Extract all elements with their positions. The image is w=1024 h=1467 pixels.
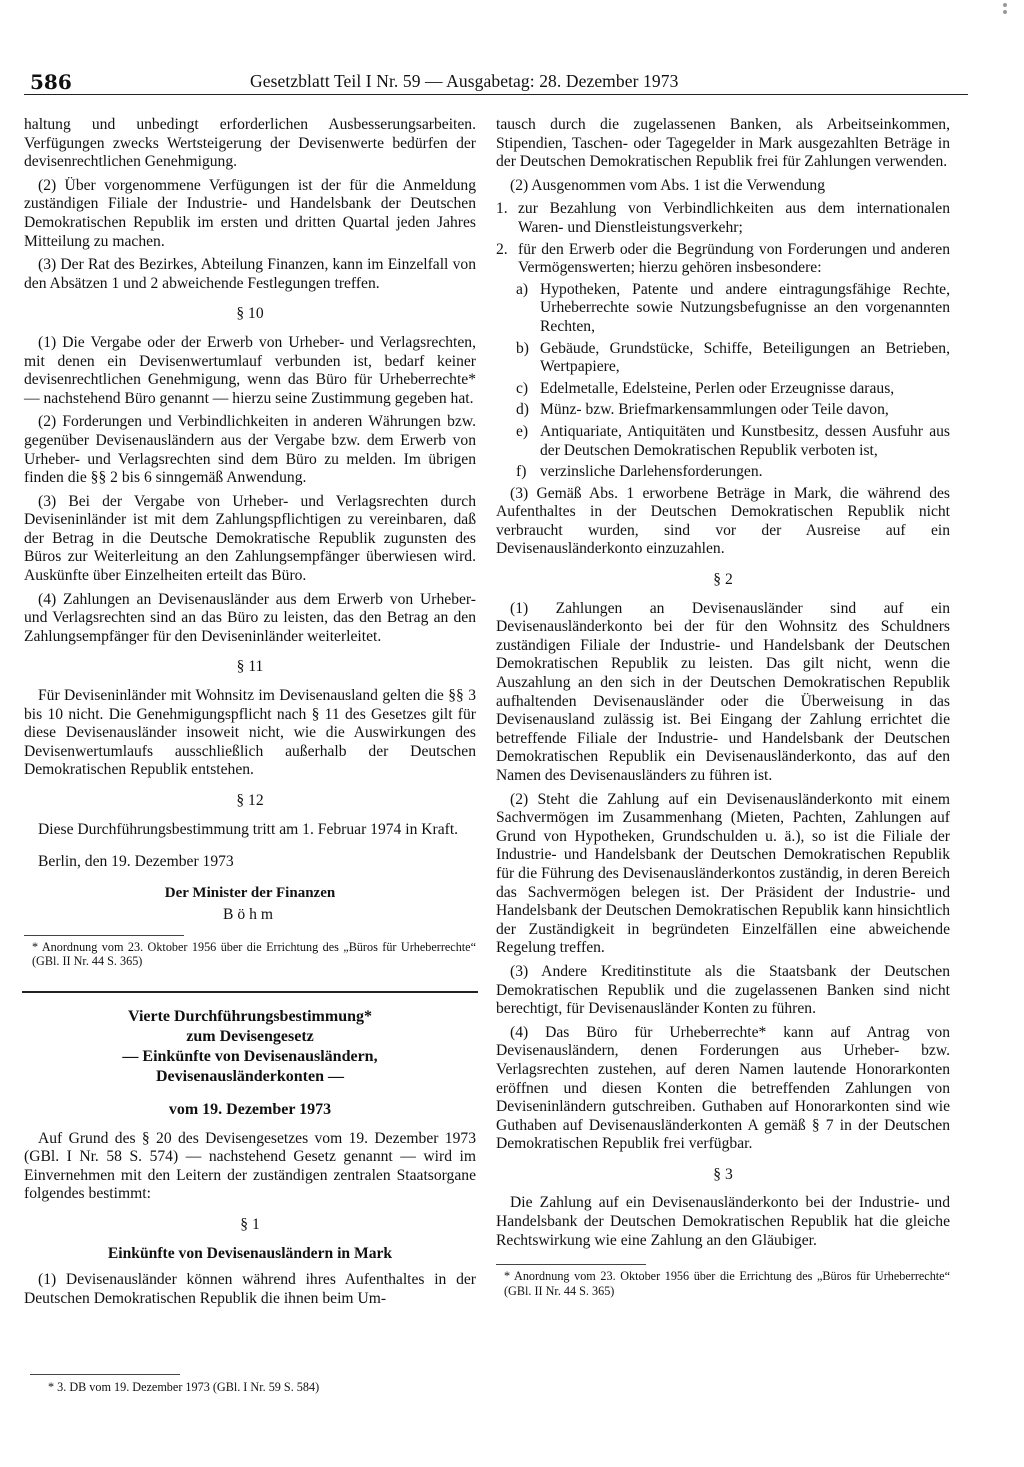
paragraph: (3) Der Rat des Bezirkes, Abteilung Finanzen, kann im Einzelfall von den Absätzen 1 und 2 abweichende Festlegungen treffen. [24,256,476,292]
page-number: 586 [30,70,72,94]
paragraph: (3) Gemäß Abs. 1 erworbene Beträge in Mark, die während des Aufenthaltes in der Deutschen Demokratischen Republik nicht verbraucht wurden, sind vor der Ausreise auf ein Devisenausländerkonto einzuzahlen. [496,484,950,558]
footnote-rule [30,1374,180,1375]
left-column [24,116,476,1313]
decree-title: zum Devisengesetz [186,1027,314,1045]
list-text: verzinsliche Darlehensforderungen. [540,463,763,481]
preamble: Auf Grund des § 20 des Devisengesetzes vom 19. Dezember 1973 (GBl. I Nr. 58 S. 574) — nachstehend Gesetz genannt — wird im Einvernehmen mit den Leitern der zuständigen zentralen Staatsorgane folgendes bestimmt: [24,1129,476,1203]
paragraph: (2) Forderungen und Verbindlichkeiten in anderen Währungen bzw. gegenüber Devisenausländern aus der Vergabe bzw. dem Erwerb von Urheber- und Verlagsrechten sind dem Büro zu melden. Im übrigen finden die §§ 2 bis 6 sinngemäß Anwendung. [24,413,476,487]
section-heading-1: § 1 [240,1215,260,1233]
list-item [496,281,950,337]
list-text: Hypotheken, Patente und andere eintragungsfähige Rechte, Urheberrechte sowie Nutzungsbefugnisse an den vorgenannten Rechten, [540,280,950,335]
paragraph: (1) Die Vergabe oder der Erwerb von Urheber- und Verlagsrechten, mit denen ein Devisenwertumlauf verbunden ist, bedarf keiner devisenrechtlichen Genehmigung, wenn das Büro für Urheberrechte* — nachstehend Büro genannt — hierzu seine Zustimmung gegeben hat. [24,333,476,407]
section-heading-12: § 12 [236,792,264,809]
section-divider [22,991,478,993]
paragraph: (3) Bei der Vergabe von Urheber- und Verlagsrechten durch Deviseninländer ist mit dem Zahlungspflichtigen zu vereinbaren, daß der Betrag in die Deutsche Demokratische Republik zugunsten des Büros zur Weiterleitung an den Zahlungsempfänger überwiesen wird. Auskünfte über Einzelheiten erteilt das Büro. [24,492,476,585]
footnote: * Anordnung vom 23. Oktober 1956 über die Errichtung des „Büros für Urheberrechte“ (GBl. II Nr. 44 S. 365) [504,1269,950,1298]
paragraph: Diese Durchführungsbestimmung tritt am 1. Februar 1974 in Kraft. [38,820,459,838]
header-title: Gesetzblatt Teil I Nr. 59 — Ausgabetag: 28. Dezember 1973 [250,71,679,91]
paragraph: (2) Ausgenommen vom Abs. 1 ist die Verwendung [510,176,826,194]
list-item [496,401,950,420]
paragraph: (2) Über vorgenommene Verfügungen ist der für die Anmeldung zuständigen Filiale der Industrie- und Handelsbank der Deutschen Demokratischen Republik im ersten und dritten Quartal jeden Jahres Mitteilung zu machen. [24,176,476,250]
margin-mark [1000,0,1010,16]
footnote-rule [496,1264,646,1265]
list-marker: d) [516,401,529,419]
section-heading-3: § 3 [713,1165,733,1183]
list-text: Antiquariate, Antiquitäten und Kunstbesitz, dessen Ausfuhr aus der Deutschen Demokratischen Republik verboten ist, [540,422,950,459]
paragraph: (1) Devisenausländer können während ihres Aufenthaltes in der Deutschen Demokratischen Republik die ihnen beim Um- [24,1271,476,1307]
paragraph: (3) Andere Kreditinstitute als die Staatsbank der Deutschen Demokratischen Republik und die zugelassenen Banken sind nicht berechtigt, für Devisenausländer Konten zu führen. [496,962,950,1018]
place-date: Berlin, den 19. Dezember 1973 [38,853,234,871]
section-heading-10: § 10 [236,305,264,323]
section-title: Einkünfte von Devisenausländern in Mark [107,1244,393,1262]
list-text: Edelmetalle, Edelsteine, Perlen oder Erzeugnisse daraus, [540,379,895,397]
list-marker: f) [516,463,527,481]
paragraph: Die Zahlung auf ein Devisenausländerkonto bei der Industrie- und Handelsbank der Deutschen Demokratischen Republik hat die gleiche Rechtswirkung wie eine Zahlung an den Gläubiger. [496,1194,950,1249]
signer-name: Böhm [222,906,278,924]
page-header [0,62,1024,96]
paragraph: tausch durch die zugelassenen Banken, als Arbeitseinkommen, Stipendien, Taschen- oder Tagegelder in Mark ausgezahlten Beträge in der Deutschen Demokratischen Republik frei für Zahlungen verwenden. [496,116,950,171]
list-text: für den Erwerb oder die Begründung von Forderungen und anderen Vermögenswerten; hierzu gehören insbesondere: [518,240,950,277]
footnote: * Anordnung vom 23. Oktober 1956 über die Errichtung des „Büros für Urheberrechte“ (GBl. II Nr. 44 S. 365) [32,939,476,969]
header-rule [24,94,968,95]
list-text: Gebäude, Grundstücke, Schiffe, Beteiligungen an Betrieben, Wertpapiere, [540,339,950,376]
paragraph: (4) Das Büro für Urheberrechte* kann auf Antrag von Devisenausländern, denen Forderungen aus Urheber- bzw. Verlagsrechten zustehen, auf deren Namen lautende Honorarkonten eröffnen und diesen Konten die betreffenden Zahlungen von Deviseninländern gutschreiben. Guthaben auf Honorarkonten sind wie Guthaben auf Devisenausländerkonten A gemäß § 7 in der Deutschen Demokratischen Republik frei verfügbar. [496,1023,950,1153]
list-item [496,380,950,399]
footnote: * 3. DB vom 19. Dezember 1973 (GBl. I Nr. 59 S. 584) [48,1380,320,1394]
section-heading-2: § 2 [713,571,733,589]
paragraph: haltung und unbedingt erforderlichen Ausbesserungsarbeiten. Verfügungen zwecks Wertsteigerung der Devisenwerte bedürfen der devisenrechtlichen Genehmigung. [24,116,476,171]
list-marker: b) [516,339,529,357]
signer-title: Der Minister der Finanzen [164,884,336,901]
decree-title: Vierte Durchführungsbestimmung* [127,1007,372,1025]
right-column [496,116,950,1298]
list-item [496,241,950,278]
paragraph: (1) Zahlungen an Devisenausländer sind auf ein Devisenausländerkonto bei der für den Wohnsitz des Schuldners zuständigen Filiale der Industrie- und Handelsbank der Deutschen Demokratischen Republik zu leisten. Das gilt nicht, wenn die Auszahlung an den sich in der Deutschen Demokratischen Republik aufhaltenden Devisenausländer oder die Überweisung in das Devisenausland zulässig ist. Bei Eingang der Zahlung errichtet die betreffende Filiale der Industrie- und Handelsbank der Deutschen Demokratischen Republik ein Devisenausländerkonto, das auf den Namen des Devisenausländers zu führen ist. [496,599,950,784]
list-marker: a) [516,280,529,298]
paragraph: (4) Zahlungen an Devisenausländer aus dem Erwerb von Urheber- und Verlagsrechten sind an das Büro zu leisten, das den Betrag an den Zahlungsempfänger für den Deviseninländer weiterleitet. [24,590,476,645]
list-marker: 2. [496,240,508,258]
list-item [496,200,950,237]
list-item [496,340,950,377]
decree-subtitle: — Einkünfte von Devisenausländern, [122,1047,378,1065]
list-text: zur Bezahlung von Verbindlichkeiten aus dem internationalen Waren- und Dienstleistungsverkehr; [518,200,950,236]
paragraph: Für Deviseninländer mit Wohnsitz im Devisenausland gelten die §§ 3 bis 10 nicht. Die Genehmigungspflicht nach § 11 des Gesetzes gilt für diese Devisenausländer insoweit nicht, wie die Auswirkungen des Devisenwertumlaufs ausschließlich außerhalb der Deutschen Demokratischen Republik entstehen. [24,687,476,779]
list-item [496,463,950,482]
list-marker: c) [516,379,529,397]
footnote-rule [24,935,184,936]
decree-date: vom 19. Dezember 1973 [168,1100,332,1118]
list-text: Münz- bzw. Briefmarkensammlungen oder Teile davon, [540,401,889,419]
section-heading-11: § 11 [236,658,264,676]
decree-subtitle: Devisenausländerkonten — [155,1067,345,1085]
list-marker: e) [516,422,529,440]
list-marker: 1. [496,200,508,218]
paragraph: (2) Steht die Zahlung auf ein Devisenausländerkonto mit einem Sachvermögen im Zusammenhang (Mieten, Pachten, Zahlungen auf Grund von Hypotheken, Grundschulden u. ä.), so ist die Filiale der Industrie- und Handelsbank der Deutschen Demokratischen Republik für die Führung des Devisenausländerkontos zuständig, in deren Bereich das Sachvermögen belegen ist. Der Präsident der Industrie- und Handelsbank der Deutschen Demokratischen Republik kann hinsichtlich der Zuständigkeit in begründeten Einzelfällen eine abweichende Regelung treffen. [496,790,950,957]
list-item [496,423,950,460]
